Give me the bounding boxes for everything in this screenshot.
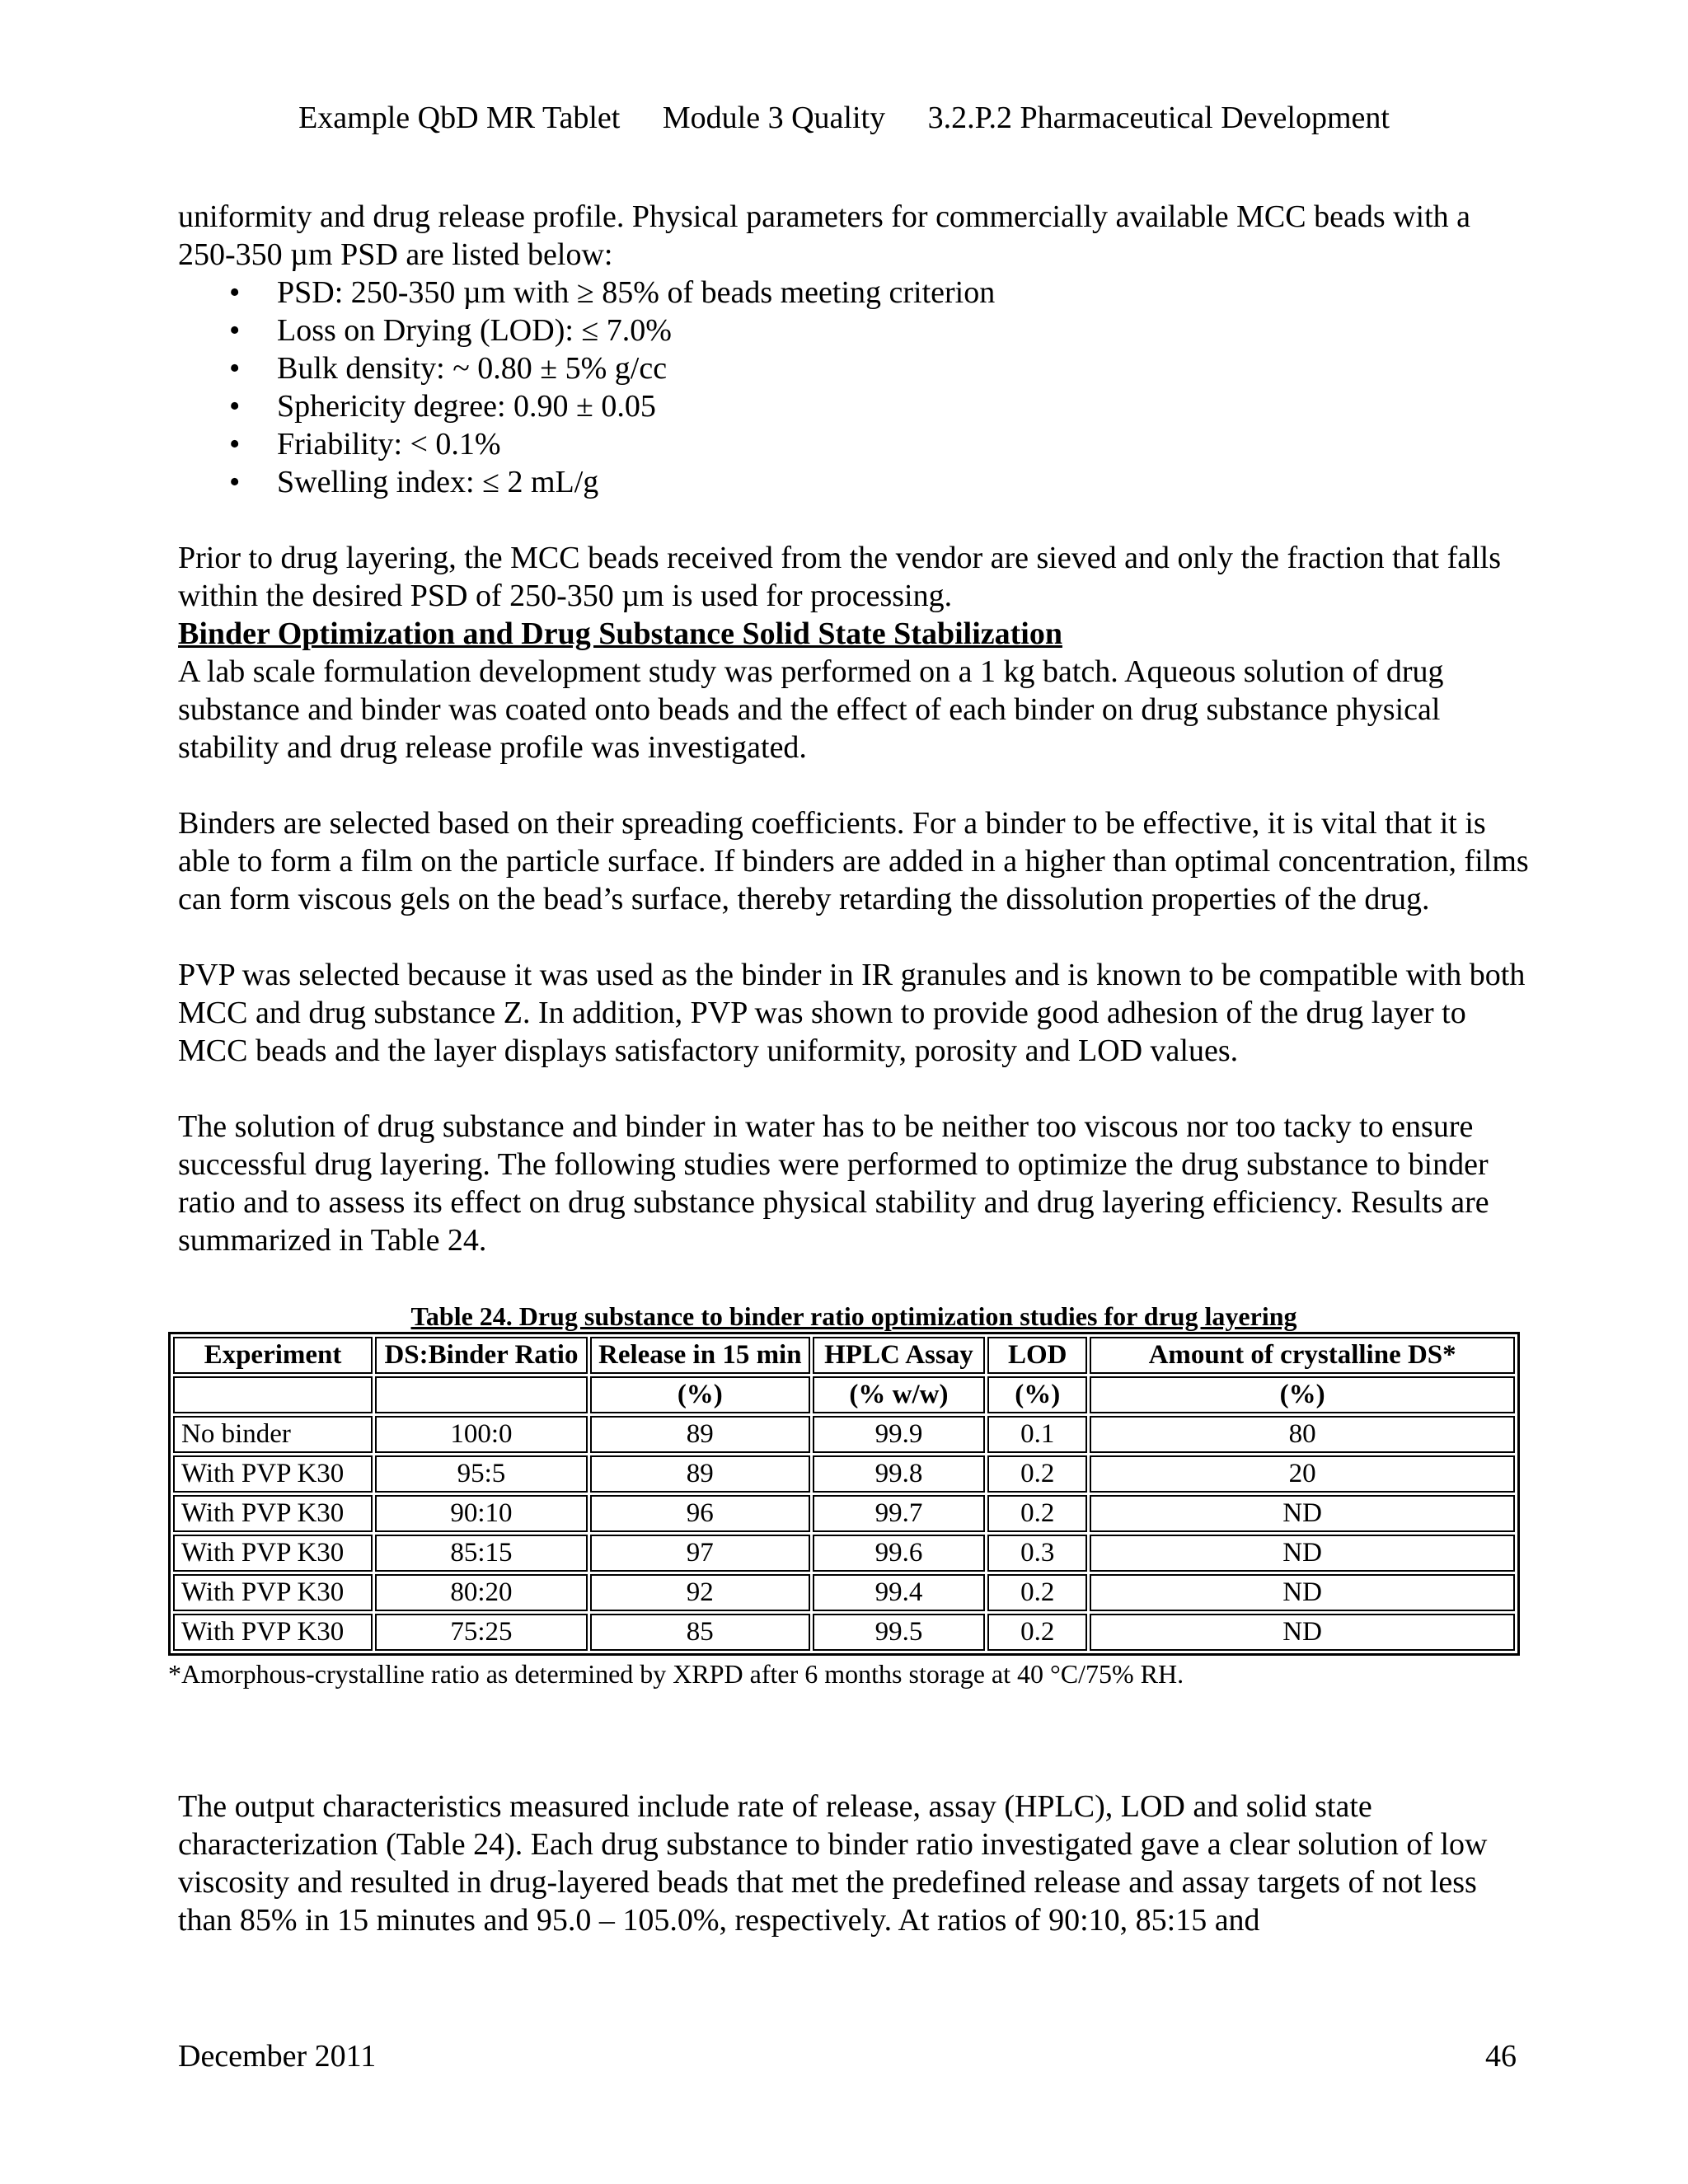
bullet-marker: • [229, 427, 241, 462]
list-item [178, 312, 1530, 349]
bullet-marker: • [229, 275, 241, 310]
cell-crystalline: 20 [1090, 1455, 1515, 1493]
column-header: Release in 15 min [590, 1337, 810, 1374]
page-footer [178, 2037, 1517, 2075]
unit-cell: (%) [1090, 1376, 1515, 1413]
cell-experiment: With PVP K30 [173, 1574, 373, 1611]
cell-release: 96 [590, 1495, 810, 1532]
page-number: 46 [1485, 2039, 1517, 2074]
header-section: 3.2.P.2 Pharmaceutical Development [927, 101, 1390, 135]
cell-assay: 99.4 [813, 1574, 986, 1611]
bullet-marker: • [229, 389, 241, 424]
cell-ratio: 90:10 [375, 1495, 588, 1532]
cell-release: 97 [590, 1535, 810, 1572]
intro-paragraph: uniformity and drug release profile. Physical parameters for commercially available MCC beads with a 250-350 µm PSD are listed below: [178, 199, 1471, 272]
list-item [178, 387, 1530, 425]
list-item [178, 274, 1530, 312]
table-header-row [173, 1337, 1515, 1374]
cell-lod: 0.2 [987, 1574, 1087, 1611]
cell-assay: 99.6 [813, 1535, 986, 1572]
unit-cell: (%) [590, 1376, 810, 1413]
cell-crystalline: ND [1090, 1535, 1515, 1572]
unit-cell: (%) [987, 1376, 1087, 1413]
cell-ratio: 95:5 [375, 1455, 588, 1493]
pvp-paragraph: PVP was selected because it was used as the binder in IR granules and is known to be compatible with both MCC and drug substance Z. In addition, PVP was shown to provide good adhesion of the drug layer to MCC beads and the layer displays satisfactory uniformity, porosity and LOD values. [178, 958, 1526, 1068]
cell-experiment: No binder [173, 1416, 373, 1453]
cell-crystalline: 80 [1090, 1416, 1515, 1453]
table-footnote: *Amorphous-crystalline ratio as determined by XRPD after 6 months storage at 40 °C/75% RH. [168, 1659, 1184, 1689]
cell-lod: 0.2 [987, 1495, 1087, 1532]
list-item [178, 425, 1530, 463]
cell-experiment: With PVP K30 [173, 1614, 373, 1651]
cell-assay: 99.7 [813, 1495, 986, 1532]
bullet-marker: • [229, 351, 241, 386]
cell-experiment: With PVP K30 [173, 1495, 373, 1532]
cell-crystalline: ND [1090, 1574, 1515, 1611]
list-item-text: Friability: < 0.1% [277, 427, 501, 462]
table-row [173, 1416, 1515, 1453]
column-header: Amount of crystalline DS* [1090, 1337, 1515, 1374]
list-item [178, 463, 1530, 501]
section-heading: Binder Optimization and Drug Substance Solid State Stabilization [178, 616, 1062, 651]
unit-cell [375, 1376, 588, 1413]
cell-lod: 0.2 [987, 1614, 1087, 1651]
cell-ratio: 100:0 [375, 1416, 588, 1453]
page-content [168, 198, 1530, 1939]
table-caption: Table 24. Drug substance to binder ratio optimization studies for drug layering [410, 1301, 1297, 1331]
mcc-bead-parameters-list [178, 274, 1530, 501]
cell-assay: 99.8 [813, 1455, 986, 1493]
cell-assay: 99.5 [813, 1614, 986, 1651]
footer-date: December 2011 [178, 2039, 377, 2074]
binder-ratio-table [168, 1332, 1520, 1656]
unit-cell: (% w/w) [813, 1376, 986, 1413]
list-item [178, 349, 1530, 387]
cell-release: 92 [590, 1574, 810, 1611]
column-header: DS:Binder Ratio [375, 1337, 588, 1374]
cell-lod: 0.2 [987, 1455, 1087, 1493]
cell-release: 89 [590, 1416, 810, 1453]
cell-crystalline: ND [1090, 1614, 1515, 1651]
table-row [173, 1535, 1515, 1572]
cell-assay: 99.9 [813, 1416, 986, 1453]
cell-ratio: 80:20 [375, 1574, 588, 1611]
cell-release: 89 [590, 1455, 810, 1493]
cell-lod: 0.1 [987, 1416, 1087, 1453]
solution-paragraph: The solution of drug substance and binder in water has to be neither too viscous nor too tacky to ensure successful drug layering. The following studies were performed to optimize the drug substance to binder ratio and to assess its effect on drug substance physical stability and drug layering efficiency. Results are summarized in Table 24. [178, 1109, 1489, 1258]
cell-ratio: 85:15 [375, 1535, 588, 1572]
list-item-text: Loss on Drying (LOD): ≤ 7.0% [277, 313, 672, 348]
output-paragraph: The output characteristics measured include rate of release, assay (HPLC), LOD and solid state characterization (Table 24). Each drug substance to binder ratio investigated gave a clear solution of low viscosity and resulted in drug-layered beads that met the predefined release and assay targets of not less than 85% in 15 minutes and 95.0 – 105.0%, respectively. At ratios of 90:10, 85:15 and [178, 1789, 1488, 1938]
column-header: HPLC Assay [813, 1337, 986, 1374]
bullet-marker: • [229, 465, 241, 499]
table-units-row [173, 1376, 1515, 1413]
header-doc-title: Example QbD MR Tablet [298, 101, 621, 135]
list-item-text: Sphericity degree: 0.90 ± 0.05 [277, 389, 656, 424]
list-item-text: PSD: 250-350 µm with ≥ 85% of beads meeting criterion [277, 275, 996, 310]
cell-experiment: With PVP K30 [173, 1535, 373, 1572]
cell-lod: 0.3 [987, 1535, 1087, 1572]
cell-ratio: 75:25 [375, 1614, 588, 1651]
page-header [0, 97, 1688, 138]
binders-paragraph: Binders are selected based on their spreading coefficients. For a binder to be effective, it is vital that it is able to form a film on the particle surface. If binders are added in a higher than optimal concentration, films can form viscous gels on the bead’s surface, thereby retarding the dissolution properties of the drug. [178, 806, 1529, 916]
table-row [173, 1614, 1515, 1651]
study-paragraph: A lab scale formulation development study was performed on a 1 kg batch. Aqueous solution of drug substance and binder was coated onto beads and the effect of each binder on drug substance physical stability and drug release profile was investigated. [178, 654, 1444, 765]
header-module: Module 3 Quality [662, 101, 886, 135]
list-item-text: Swelling index: ≤ 2 mL/g [277, 465, 599, 499]
sieve-paragraph: Prior to drug layering, the MCC beads received from the vendor are sieved and only the fraction that falls within the desired PSD of 250-350 µm is used for processing. [178, 541, 1501, 613]
bullet-marker: • [229, 313, 241, 348]
column-header: Experiment [173, 1337, 373, 1374]
table-row [173, 1455, 1515, 1493]
table-row [173, 1495, 1515, 1532]
column-header: LOD [987, 1337, 1087, 1374]
cell-release: 85 [590, 1614, 810, 1651]
table-row [173, 1574, 1515, 1611]
cell-crystalline: ND [1090, 1495, 1515, 1532]
list-item-text: Bulk density: ~ 0.80 ± 5% g/cc [277, 351, 668, 386]
unit-cell [173, 1376, 373, 1413]
cell-experiment: With PVP K30 [173, 1455, 373, 1493]
